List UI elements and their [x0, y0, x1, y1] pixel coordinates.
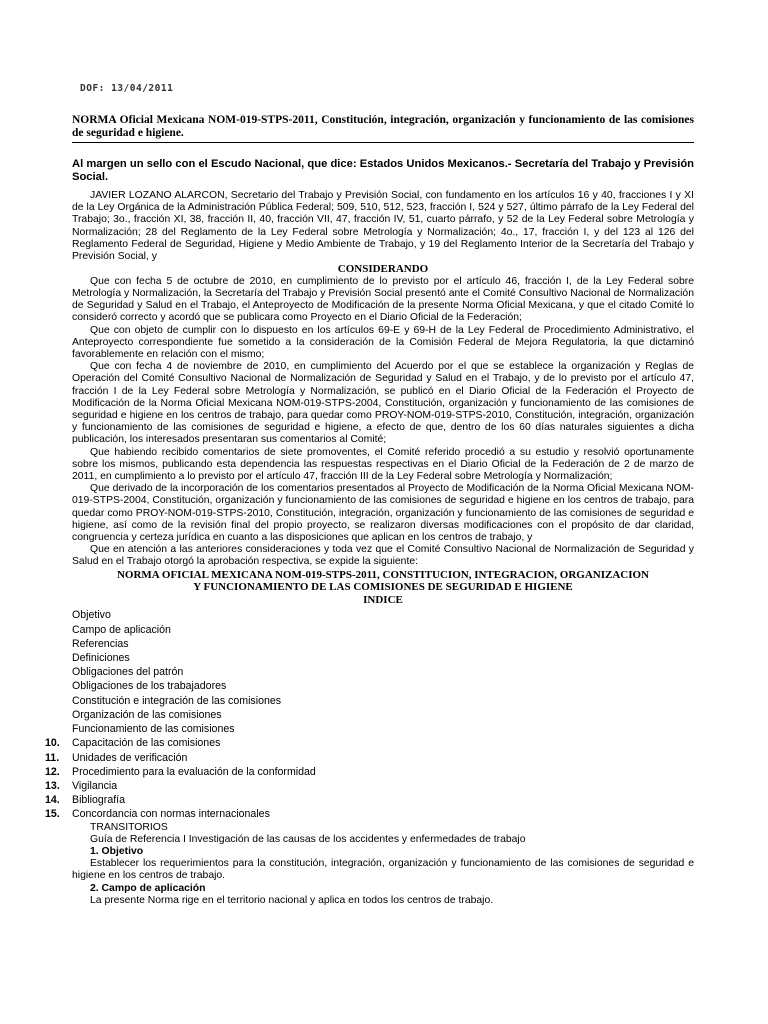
indice-heading: INDICE — [363, 593, 403, 606]
considerando-heading: CONSIDERANDO — [337, 263, 429, 276]
index-item: 15. Concordancia con normas internacionales — [45, 808, 270, 821]
paragraph-considerando-2: Que con objeto de cumplir con lo dispuesto en los artículos 69-E y 69-H de la Ley Federal de Procedimiento Administrativo, el Anteproyecto correspondiente fue sometido a la consideración de la Comisión Federal de Mejora Regulatoria, la que dictaminó favorablemente en relación con el mismo; — [72, 324, 694, 361]
index-list — [45, 608, 694, 821]
index-item: 11. Unidades de verificación — [45, 751, 188, 764]
title-divider — [72, 142, 694, 143]
dof-date: DOF: 13/04/2011 — [80, 83, 174, 94]
index-item: 13. Vigilancia — [45, 779, 118, 792]
index-item: Obligaciones del patrón — [72, 666, 184, 679]
index-item: Objetivo — [72, 609, 111, 622]
document-title: NORMA Oficial Mexicana NOM-019-STPS-2011, Constitución, integración, organización y funcionamiento de las comisiones de seguridad e higiene. — [72, 114, 694, 139]
index-item: 10. Capacitación de las comisiones — [45, 737, 221, 750]
paragraph-considerando-5: Que derivado de la incorporación de los comentarios presentados al Proyecto de Modificación de la Norma Oficial Mexicana NOM-019-STPS-2004, Constitución, organización y funcionamiento de las comisiones de seguridad e higiene en los centros de trabajo, para quedar como PROY-NOM-019-STPS-2010, Constitución, integración, organización y funcionamiento de las comisiones de seguridad e higiene, así como de la revisión final del propio proyecto, se realizaron diversas modificaciones con el propósito de dar claridad, congruencia y certeza jurídica en cuanto a las disposiciones que aplican en los centros de trabajo, y — [72, 483, 694, 544]
transitorios-label: TRANSITORIOS — [90, 821, 168, 833]
paragraph-fundamento: JAVIER LOZANO ALARCON, Secretario del Trabajo y Previsión Social, con fundamento en los artículos 16 y 40, fracciones I y XI de la Ley Orgánica de la Administración Pública Federal; 509, 510, 512, 523, fracción I, 524 y 527, último párrafo de la Ley Federal del Trabajo; 3o., fracción XI, 38, fracción II, 40, fracción VII, 47, fracción IV, 51, cuarto párrafo, y 52 de la Ley Federal sobre Metrología y Normalización; 28 del Reglamento de la Ley Federal sobre Metrología y Normalización; 4o., 17, fracción I, y del 123 al 126 del Reglamento Federal de Seguridad, Higiene y Medio Ambiente de Trabajo, y 19 del Reglamento Interior de la Secretaría del Trabajo y Previsión Social, y — [72, 190, 694, 263]
section-2-text: La presente Norma rige en el territorio nacional y aplica en todos los centros de trabajo. — [90, 894, 494, 906]
section-1-title: 1. Objetivo — [90, 845, 144, 857]
paragraph-considerando-1: Que con fecha 5 de octubre de 2010, en cumplimiento de lo previsto por el artículo 46, fracción I, de la Ley Federal sobre Metrología y Normalización, la Secretaría del Trabajo y Previsión Social presentó ante el Comité Consultivo Nacional de Normalización de Seguridad y Salud en el Trabajo, el Anteproyecto de Modificación de la presente Norma Oficial Mexicana, y que el citado Comité lo consideró correcto y acordó que se publicara como Proyecto en el Diario Oficial de la Federación; — [72, 275, 694, 324]
paragraph-considerando-3: Que con fecha 4 de noviembre de 2010, en cumplimiento del Acuerdo por el que se establece la organización y Reglas de Operación del Comité Consultivo Nacional de Normalización de Seguridad y Salud en el Trabajo, y de lo previsto por el artículo 47, fracción I de la Ley Federal sobre Metrología y Normalización, se publicó en el Diario Oficial de la Federación el Proyecto de Modificación de la Norma Oficial Mexicana NOM-019-STPS-2004, Constitución, organización y funcionamiento de las comisiones de seguridad e higiene en los centros de trabajo, para quedar como PROY-NOM-019-STPS-2010, Constitución, integración, organización y funcionamiento de las comisiones de seguridad e higiene, a efecto de que, dentro de los 60 días naturales siguientes a dicha publicación, los interesados presentaran sus comentarios al Comité; — [72, 361, 694, 446]
index-item: Obligaciones de los trabajadores — [72, 680, 227, 693]
index-item: Funcionamiento de las comisiones — [72, 723, 235, 736]
index-item: Definiciones — [72, 652, 130, 665]
index-item: 14. Bibliografía — [45, 794, 125, 807]
index-item: Organización de las comisiones — [72, 708, 222, 721]
index-item: 12. Procedimiento para la evaluación de la conformidad — [45, 765, 316, 778]
section-1-text: Establecer los requerimientos para la constitución, integración, organización y funcionamiento de las comisiones de seguridad e higiene en los centros de trabajo. — [72, 858, 694, 882]
sello-heading: Al margen un sello con el Escudo Nacional, que dice: Estados Unidos Mexicanos.- Secretaría del Trabajo y Previsión Social. — [72, 158, 694, 183]
index-item: Campo de aplicación — [72, 623, 171, 636]
section-2-title: 2. Campo de aplicación — [90, 882, 206, 894]
document-body — [45, 190, 694, 907]
norma-title-line-1: NORMA OFICIAL MEXICANA NOM-019-STPS-2011, CONSTITUCION, INTEGRACION, ORGANIZACION — [116, 568, 650, 581]
guia-referencia: Guía de Referencia I Investigación de las causas de los accidentes y enfermedades de trabajo — [90, 833, 526, 845]
index-item: Referencias — [72, 637, 129, 650]
norma-title-line-2: Y FUNCIONAMIENTO DE LAS COMISIONES DE SEGURIDAD E HIGIENE — [193, 581, 573, 594]
index-item: Constitución e integración de las comisiones — [72, 694, 282, 707]
paragraph-considerando-4: Que habiendo recibido comentarios de siete promoventes, el Comité referido procedió a su estudio y resolvió oportunamente sobre los mismos, publicando esta dependencia las respuestas respectivas en el Diario Oficial de la Federación de 2 de marzo de 2011, en cumplimiento a lo previsto por el artículo 47, fracción III de la Ley Federal sobre Metrología y Normalización; — [72, 446, 694, 483]
paragraph-considerando-6: Que en atención a las anteriores consideraciones y toda vez que el Comité Consultivo Nacional de Normalización de Seguridad y Salud en el Trabajo otorgó la aprobación respectiva, se expide la siguiente: — [72, 544, 694, 568]
